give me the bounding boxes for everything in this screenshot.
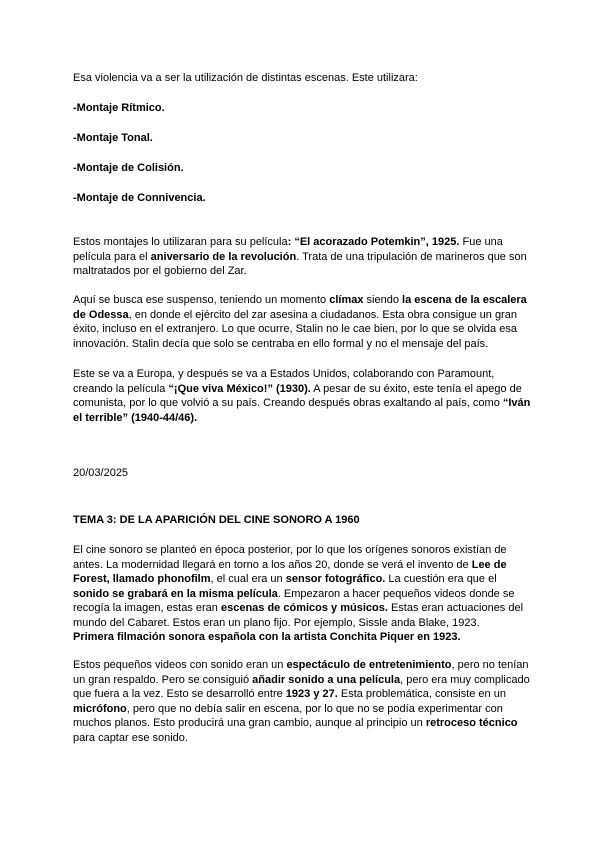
paragraph-odessa: Aquí se busca ese suspenso, teniendo un momento clímax siendo la escena de la escalera de Odessa, en donde el ejército del zar asesina a ciudadanos. Esta obra consigue un gran éxito, incluso en el extranjero. Lo que ocurre, Stalin no le cae bien, por lo que se olvida esa innovación. Stalin decía que solo se centraba en ello formal y no el mensaje del país. — [73, 294, 527, 350]
intro-text: Esa violencia va a ser la utilización de distintas escenas. Este utilizara: — [73, 72, 418, 84]
montaje-item: -Montaje Tonal. — [73, 132, 153, 144]
montaje-item: -Montaje de Colisión. — [73, 162, 184, 174]
paragraph-potemkin: Estos montajes lo utilizaran para su película: “El acorazado Potemkin”, 1925. Fue una película para el aniversario de la revolución. Trata de una tripulación de marineros que son maltratados por el gobierno del Zar. — [73, 236, 527, 277]
section-heading: TEMA 3: DE LA APARICIÓN DEL CINE SONORO A 1960 — [73, 514, 360, 526]
paragraph-mexico: Este se va a Europa, y después se va a Estados Unidos, colaborando con Paramount, creando la película “¡Que viva México!” (1930). A pesar de su éxito, este tenía el apego de comunista, por lo que volvió a su país. Creando después obras exaltando al país, como “Iván el terrible” (1940-44/46). — [73, 368, 531, 424]
montaje-item: -Montaje Rítmico. — [73, 102, 165, 114]
paragraph-cine-sonoro: El cine sonoro se planteó en época posterior, por lo que los orígenes sonoros existían de antes. La modernidad llegará en torno a los años 20, donde se verá el invento de Lee de Forest, llamado phonofilm, el cual era un sensor fotográfico. La cuestión era que el sonido se grabará en la misma película. Empezaron a hacer pequeños videos donde se recogía la imagen, estas eran escenas de cómicos y músicos. Estas eran actuaciones del mundo del Cabaret. Estos eran un plano fijo. Por ejemplo, Sissle anda Blake, 1923. Primera filmación sonora española con la artista Conchita Piquer en 1923. — [73, 544, 524, 643]
montaje-item: -Montaje de Connivencia. — [73, 192, 206, 204]
date-text: 20/03/2025 — [73, 467, 129, 479]
paragraph-videos-sonido: Estos pequeños videos con sonido eran un espectáculo de entretenimiento, pero no tenían un gran respaldo. Pero se consiguió añadir sonido a una película, pero era muy complicado que fuera a la vez. Esto se desarrolló entre 1923 y 27. Esta problemática, consiste en un micrófono, pero que no debía salir en escena, por lo que no se podía experimentar con muchos planos. Esto producirá una gran cambio, aunque al principio un retroceso técnico para captar ese sonido. — [73, 659, 530, 744]
